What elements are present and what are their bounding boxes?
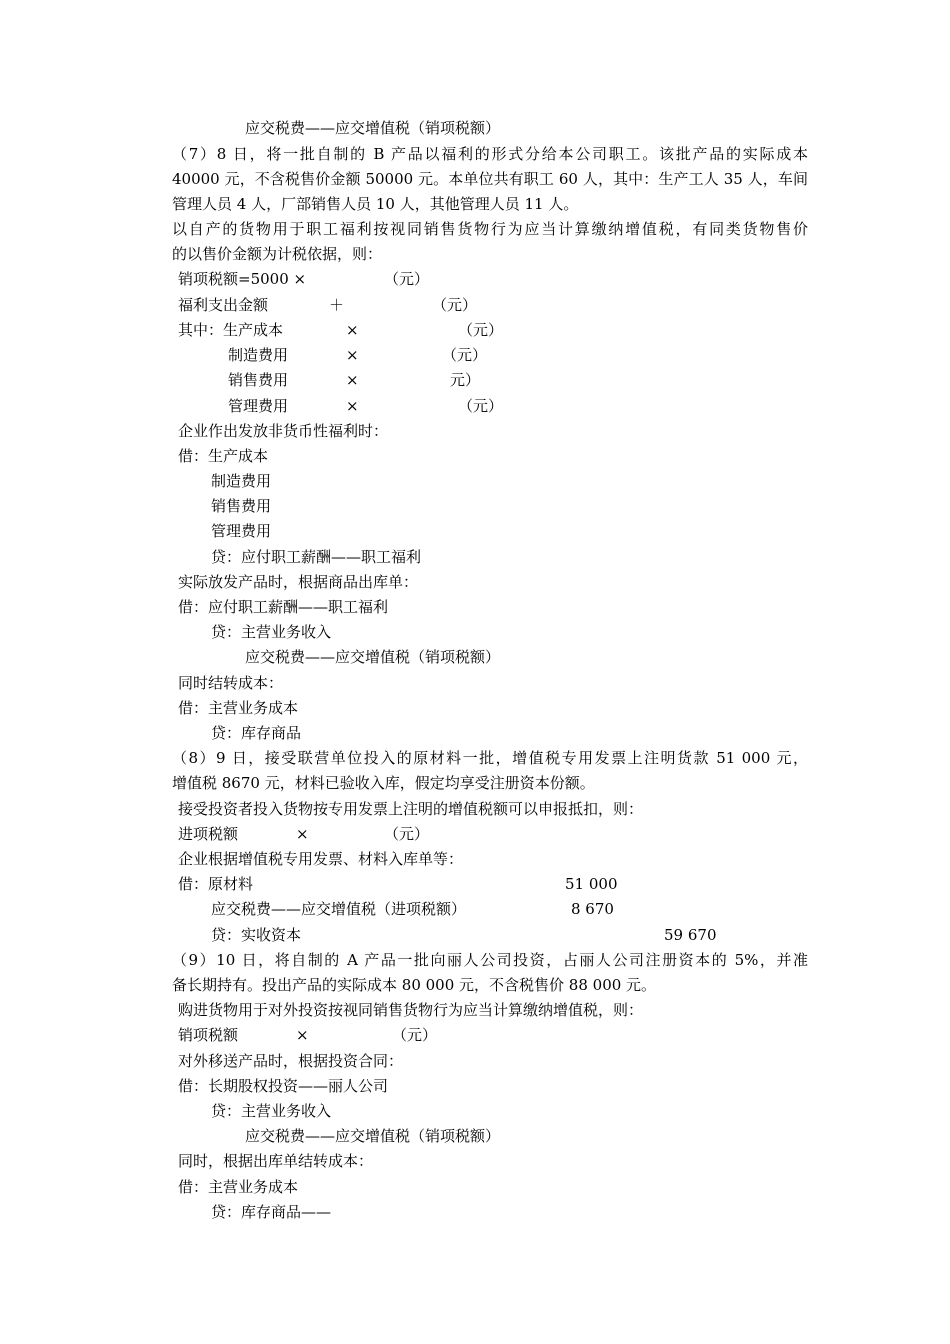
text-line: 借：主营业务成本	[178, 699, 299, 717]
text-line: （9）10 日，将自制的 A 产品一批向丽人公司投资，占丽人公司注册资本的 5%，并准	[172, 951, 808, 969]
text-line: （元）	[392, 1026, 438, 1044]
text-line: ×	[346, 321, 359, 339]
text-line: 备长期持有。投出产品的实际成本 80 000 元，不含税售价 88 000 元。	[172, 976, 657, 994]
text-line: ×	[346, 397, 359, 415]
text-line: 增值税 8670 元，材料已验收入库，假定均享受注册资本份额。	[172, 774, 595, 792]
text-line: 40000 元，不含税售价金额 50000 元。本单位共有职工 60 人，其中：生产工人 35 人，车间	[172, 170, 808, 188]
text-line: 借：原材料	[178, 875, 254, 893]
text-line: （元）	[458, 397, 504, 415]
text-line: 制造费用	[211, 472, 272, 490]
text-line: （元）	[458, 321, 504, 339]
text-line: （元）	[384, 270, 430, 288]
text-line: 制造费用	[228, 346, 289, 364]
text-line: 同时，根据出库单结转成本：	[178, 1152, 374, 1170]
text-line: （7）8 日，将一批自制的 B 产品以福利的形式分给本公司职工。该批产品的实际成本	[172, 145, 808, 163]
text-line: 管理人员 4 人，厂部销售人员 10 人，其他管理人员 11 人。	[172, 195, 579, 213]
text-line: （元）	[432, 296, 478, 314]
text-line: 借：长期股权投资——丽人公司	[178, 1077, 389, 1095]
text-line: 贷：实收资本	[211, 926, 302, 944]
text-line: （元）	[442, 346, 488, 364]
text-line: ×	[346, 346, 359, 364]
text-line: 的以售价金额为计税依据，则：	[172, 245, 383, 263]
text-line: 借：生产成本	[178, 447, 269, 465]
text-line: 管理费用	[228, 397, 289, 415]
text-line: 企业作出发放非货币性福利时：	[178, 422, 389, 440]
text-line: 贷：应付职工薪酬——职工福利	[211, 548, 422, 566]
text-line: 贷：库存商品	[211, 724, 302, 742]
text-line: 其中：生产成本	[178, 321, 284, 339]
text-line: 销项税额	[178, 1026, 239, 1044]
text-line: 企业根据增值税专用发票、材料入库单等：	[178, 850, 464, 868]
text-line: 销项税额=5000 ×	[178, 270, 307, 288]
text-line: 8 670	[571, 900, 614, 918]
text-line: 贷：库存商品——	[211, 1203, 332, 1221]
text-line: 管理费用	[211, 522, 272, 540]
text-line: 应交税费——应交增值税（销项税额）	[245, 1127, 501, 1145]
text-line: （元）	[384, 825, 430, 843]
text-line: 贷：主营业务收入	[211, 1102, 332, 1120]
text-line: 接受投资者投入货物按专用发票上注明的增值税额可以申报抵扣，则：	[178, 800, 644, 818]
text-line: 应交税费——应交增值税（进项税额）	[211, 900, 467, 918]
text-line: 51 000	[565, 875, 618, 893]
text-line: 59 670	[664, 926, 717, 944]
text-line: 元）	[450, 371, 481, 389]
text-line: 对外移送产品时，根据投资合同：	[178, 1052, 404, 1070]
text-line: 贷：主营业务收入	[211, 623, 332, 641]
text-line: 购进货物用于对外投资按视同销售货物行为应当计算缴纳增值税，则：	[178, 1001, 644, 1019]
text-line: 销售费用	[211, 497, 272, 515]
text-line: ×	[296, 1026, 309, 1044]
text-line: 销售费用	[228, 371, 289, 389]
text-line: 同时结转成本：	[178, 674, 284, 692]
text-line: 借：应付职工薪酬——职工福利	[178, 598, 389, 616]
text-line: ×	[346, 371, 359, 389]
text-line: 实际放发产品时，根据商品出库单：	[178, 573, 419, 591]
text-line: 进项税额	[178, 825, 239, 843]
text-line: （8）9 日，接受联营单位投入的原材料一批，增值税专用发票上注明货款 51 000 元，	[172, 749, 808, 767]
text-line: 应交税费——应交增值税（销项税额）	[245, 648, 501, 666]
text-line: ＋	[329, 296, 345, 314]
text-line: 应交税费——应交增值税（销项税额）	[245, 119, 501, 137]
text-line: ×	[296, 825, 309, 843]
text-line: 借：主营业务成本	[178, 1178, 299, 1196]
text-line: 福利支出金额	[178, 296, 269, 314]
text-line: 以自产的货物用于职工福利按视同销售货物行为应当计算缴纳增值税，有同类货物售价	[172, 220, 808, 238]
